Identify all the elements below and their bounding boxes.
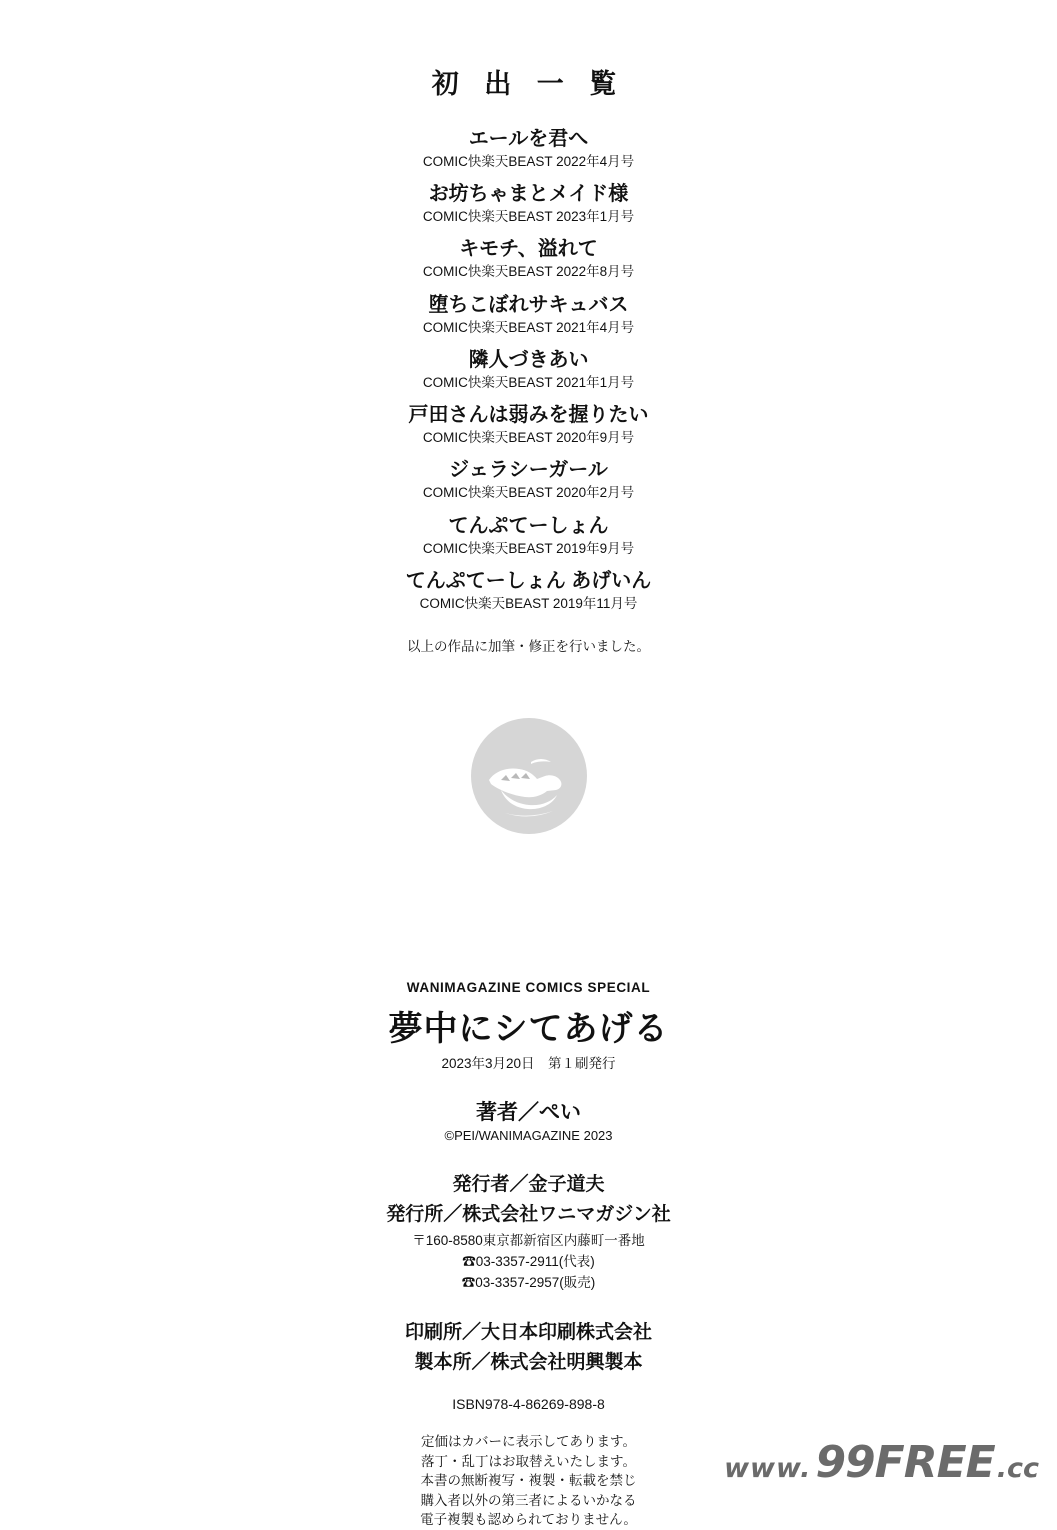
work-source: COMIC快楽天BEAST 2021年1月号 <box>422 374 635 390</box>
work-entry <box>0 237 1057 281</box>
work-title: ジェラシーガール <box>449 459 608 482</box>
notice-line: 本書の無断複写・複製・転載を禁じ <box>420 1473 637 1489</box>
work-title: お坊ちゃまとメイド様 <box>428 183 629 206</box>
work-entry <box>0 293 1057 337</box>
colophon-series-label: WANIMAGAZINE COMICS SPECIAL <box>406 980 651 995</box>
publisher-logo-wrap <box>0 718 1057 834</box>
work-title: キモチ、溢れて <box>459 238 598 261</box>
wanimagazine-crocodile-icon <box>471 718 587 834</box>
publisher-tel-sales: ☎03-3357-2957(販売) <box>461 1275 596 1290</box>
copyright-line: ©PEI/WANIMAGAZINE 2023 <box>444 1128 613 1143</box>
notice-line: 電子複製も認められておりません。 <box>420 1512 637 1528</box>
publish-date: 2023年3月20日 第１刷発行 <box>441 1056 616 1071</box>
production-group <box>0 1317 1057 1374</box>
publisher-company: 発行所／株式会社ワニマガジン社 <box>386 1204 671 1225</box>
work-source: COMIC快楽天BEAST 2022年8月号 <box>422 264 635 280</box>
notice-line: 定価はカバーに表示してあります。 <box>421 1434 636 1449</box>
publisher-address: 〒160-8580東京都新宿区内藤町一番地 <box>412 1233 645 1248</box>
isbn-code: ISBN978-4-86269-898-8 <box>452 1396 605 1412</box>
work-source: COMIC快楽天BEAST 2019年9月号 <box>422 540 635 556</box>
work-title: てんぷてーしょん <box>448 514 609 537</box>
work-entry <box>0 403 1057 447</box>
work-entry <box>0 514 1057 558</box>
watermark-www: www. <box>724 1453 812 1484</box>
work-entry <box>0 182 1057 226</box>
work-source: COMIC快楽天BEAST 2019年11月号 <box>419 595 638 611</box>
author-name: 著者／ぺい <box>476 1101 581 1124</box>
work-source: COMIC快楽天BEAST 2023年1月号 <box>422 209 635 225</box>
book-title: 夢中にシてあげる <box>388 1010 669 1048</box>
watermark-domain: 99FREE <box>815 1437 995 1488</box>
work-title: エールを君へ <box>468 128 589 150</box>
printer-name: 印刷所／大日本印刷株式会社 <box>404 1322 652 1343</box>
work-source: COMIC快楽天BEAST 2020年9月号 <box>422 430 635 446</box>
site-watermark <box>724 1437 1039 1488</box>
work-title: 隣人づきあい <box>468 348 589 371</box>
work-source: COMIC快楽天BEAST 2020年2月号 <box>422 485 635 501</box>
first-appearance-list <box>0 62 1057 655</box>
binder-name: 製本所／株式会社明興製本 <box>414 1352 643 1373</box>
work-title: 堕ちこぼれサキュバス <box>428 293 629 316</box>
work-entry <box>0 569 1057 613</box>
work-entry <box>0 458 1057 502</box>
notice-line: 落丁・乱丁はお取替えいたします。 <box>421 1453 636 1469</box>
credits-heading: 初 出 一 覧 <box>431 69 626 99</box>
publisher-tel-main: ☎03-3357-2911(代表) <box>462 1254 595 1269</box>
publisher-person: 発行者／金子道夫 <box>452 1174 605 1195</box>
credits-note: 以上の作品に加筆・修正を行いました。 <box>407 638 650 654</box>
notice-line: 購入者以外の第三者によるいかなる <box>420 1492 637 1508</box>
publisher-group <box>0 1169 1057 1291</box>
work-entry <box>0 127 1057 171</box>
work-entry <box>0 348 1057 392</box>
work-source: COMIC快楽天BEAST 2021年4月号 <box>422 319 635 335</box>
watermark-tld: .cc <box>996 1453 1039 1484</box>
work-source: COMIC快楽天BEAST 2022年4月号 <box>422 154 635 169</box>
work-title: 戸田さんは弱みを握りたい <box>408 404 649 427</box>
work-title: てんぷてーしょん あげいん <box>405 569 652 592</box>
